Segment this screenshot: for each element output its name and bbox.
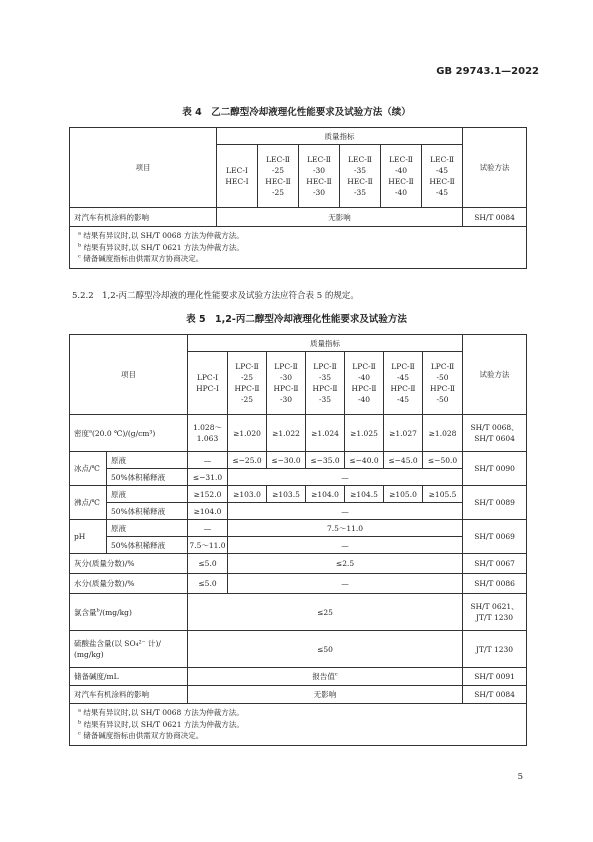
t5-grade-col: LPC-Ⅱ -40 HPC-Ⅱ -40 — [345, 352, 384, 415]
t5-grade-col: LPC-Ⅱ -25 HPC-Ⅱ -25 — [228, 352, 267, 415]
t4-coating-method: SH/T 0084 — [463, 208, 527, 227]
t5-freezing-value: ≤−30.0 — [267, 452, 306, 469]
t5-density-value: ≥1.022 — [267, 415, 306, 452]
t5-density-value: 1.028～1.063 — [188, 415, 228, 452]
t5-boiling-value: ≥105.0 — [384, 486, 423, 503]
t5-sulfate-label: 硫酸盐含量(以 SO₄²⁻ 计)/ (mg/kg) — [70, 631, 188, 668]
t5-coating-method: SH/T 0084 — [463, 686, 527, 704]
t5-boiling-diluted-value: ≥104.0 — [188, 503, 228, 520]
t5-ash-value-rest: ≤2.5 — [228, 554, 463, 574]
t5-method-header: 试验方法 — [463, 335, 527, 415]
t5-boiling-value: ≥104.0 — [306, 486, 345, 503]
t5-density-row — [70, 415, 527, 452]
t5-grade-col: LPC-Ⅱ -45 HPC-Ⅱ -45 — [384, 352, 423, 415]
t5-freezing-sub2: 50%体积稀释液 — [107, 469, 188, 486]
t5-reserve-value: 报告值$^c$ — [188, 668, 463, 686]
t5-reserve-method: SH/T 0091 — [463, 668, 527, 686]
t4-item-header: 项目 — [70, 128, 217, 208]
table4-title: 表 4 乙二醇型冷却液理化性能要求及试验方法（续） — [182, 107, 411, 118]
table4 — [69, 127, 527, 269]
t5-freezing-value: ≤−45.0 — [384, 452, 423, 469]
t5-boiling-value: ≥104.5 — [345, 486, 384, 503]
t5-freezing-value: ≤−25.0 — [228, 452, 267, 469]
table5 — [69, 334, 527, 746]
t5-ph-method: SH/T 0069 — [463, 520, 527, 554]
t5-water-label: 水分(质量分数)/% — [70, 574, 188, 594]
t5-boiling-value: ≥103.5 — [267, 486, 306, 503]
t5-boiling-method: SH/T 0089 — [463, 486, 527, 520]
t5-grade-col: LPC-Ⅱ -35 HPC-Ⅱ -35 — [306, 352, 345, 415]
t5-ash-value: ≤5.0 — [188, 554, 228, 574]
t5-density-value: ≥1.025 — [345, 415, 384, 452]
t5-ph-label: pH — [70, 520, 107, 554]
section-5-2-2: 5.2.2 1,2-丙二醇型冷却液的理化性能要求及试验方法应符合表 5 的规定。 — [72, 291, 359, 301]
t5-ph-sub1: 原液 — [107, 520, 188, 537]
t5-water-value: ≤5.0 — [188, 574, 228, 594]
t4-method-header: 试验方法 — [463, 128, 527, 208]
t5-freezing-sub1: 原液 — [107, 452, 188, 469]
t5-grade-col: LPC-Ⅱ -50 HPC-Ⅱ -50 — [423, 352, 463, 415]
t5-boiling-label: 沸点/℃ — [70, 486, 107, 520]
t5-boiling-value: ≥105.5 — [423, 486, 463, 503]
t5-boiling-diluted-rest: — — [228, 503, 463, 520]
t5-group-header: 质量指标 — [188, 335, 463, 352]
t5-boiling-value: ≥103.0 — [228, 486, 267, 503]
t5-ash-label: 灰分(质量分数)/% — [70, 554, 188, 574]
t4-grade-col: LEC-Ⅱ -40 HEC-Ⅱ -40 — [381, 145, 422, 208]
t5-water-value-rest: — — [228, 574, 463, 594]
t4-grade-col: LEC-Ⅱ -45 HEC-Ⅱ -45 — [422, 145, 463, 208]
t5-item-header: 项目 — [70, 335, 188, 415]
t5-boiling-value: ≥152.0 — [188, 486, 228, 503]
t5-density-value: ≥1.028 — [423, 415, 463, 452]
t5-density-value: ≥1.020 — [228, 415, 267, 452]
t5-ph-value: — — [188, 520, 228, 537]
t4-grade-col: LEC-Ⅰ HEC-Ⅰ — [217, 145, 258, 208]
t5-sulfate-method: JT/T 1230 — [463, 631, 527, 668]
t4-grade-col: LEC-Ⅱ -25 HEC-Ⅱ -25 — [258, 145, 299, 208]
t5-density-value: ≥1.024 — [306, 415, 345, 452]
t4-group-header: 质量指标 — [217, 128, 463, 145]
t5-sulfate-value: ≤50 — [188, 631, 463, 668]
table5-title: 表 5 1,2-丙二醇型冷却液理化性能要求及试验方法 — [186, 314, 407, 325]
t5-notes: $^a$ 结果有异议时,以 SH/T 0068 方法为仲裁方法。 $^b$ 结果有异议时,以 SH/T 0621 方法为仲裁方法。 $^c$ 储备碱度指标由供需双方协商决定。 — [70, 704, 527, 746]
t5-density-label: 密度$^a$(20.0 ℃)/(g/cm³) — [70, 415, 188, 452]
t4-coating-value: 无影响 — [217, 208, 463, 227]
t5-freezing-diluted-value: ≤−31.0 — [188, 469, 228, 486]
t5-coating-label: 对汽车有机涂料的影响 — [70, 686, 188, 704]
t5-chloride-label: 氯含量$^b$/(mg/kg) — [70, 594, 188, 631]
t5-freezing-value: ≤−35.0 — [306, 452, 345, 469]
t5-ash-method: SH/T 0067 — [463, 554, 527, 574]
t5-boiling-sub1: 原液 — [107, 486, 188, 503]
t5-boiling-sub2: 50%体积稀释液 — [107, 503, 188, 520]
t5-chloride-value: ≤25 — [188, 594, 463, 631]
t5-freezing-diluted-rest: — — [228, 469, 463, 486]
t5-freezing-value: ≤−50.0 — [423, 452, 463, 469]
t5-ph-value-rest: 7.5～11.0 — [228, 520, 463, 537]
t4-notes: $^a$ 结果有异议时,以 SH/T 0068 方法为仲裁方法。 $^b$ 结果有异议时,以 SH/T 0621 方法为仲裁方法。 $^c$ 储备碱度指标由供需双方协商决定。 — [70, 227, 527, 269]
t5-freezing-label: 冰点/℃ — [70, 452, 107, 486]
t5-density-method: SH/T 0068、 SH/T 0604 — [463, 415, 527, 452]
t5-chloride-method: SH/T 0621、 JT/T 1230 — [463, 594, 527, 631]
t5-density-value: ≥1.027 — [384, 415, 423, 452]
t5-ph-diluted-rest: — — [228, 537, 463, 554]
t5-grade-col: LPC-Ⅰ HPC-Ⅰ — [188, 352, 228, 415]
t5-coating-value: 无影响 — [188, 686, 463, 704]
t5-water-method: SH/T 0086 — [463, 574, 527, 594]
t5-freezing-method: SH/T 0090 — [463, 452, 527, 486]
t5-freezing-value: — — [188, 452, 228, 469]
standard-code: GB 29743.1—2022 — [436, 66, 539, 77]
t5-freezing-value: ≤−40.0 — [345, 452, 384, 469]
t4-grade-col: LEC-Ⅱ -35 HEC-Ⅱ -35 — [340, 145, 381, 208]
t4-coating-label: 对汽车有机涂料的影响 — [70, 208, 217, 227]
page-number: 5 — [517, 772, 523, 782]
t5-reserve-label: 储备碱度/mL — [70, 668, 188, 686]
t5-grade-col: LPC-Ⅱ -30 HPC-Ⅱ -30 — [267, 352, 306, 415]
t4-grade-col: LEC-Ⅱ -30 HEC-Ⅱ -30 — [299, 145, 340, 208]
t5-ph-diluted-value: 7.5～11.0 — [188, 537, 228, 554]
t5-ph-sub2: 50%体积稀释液 — [107, 537, 188, 554]
